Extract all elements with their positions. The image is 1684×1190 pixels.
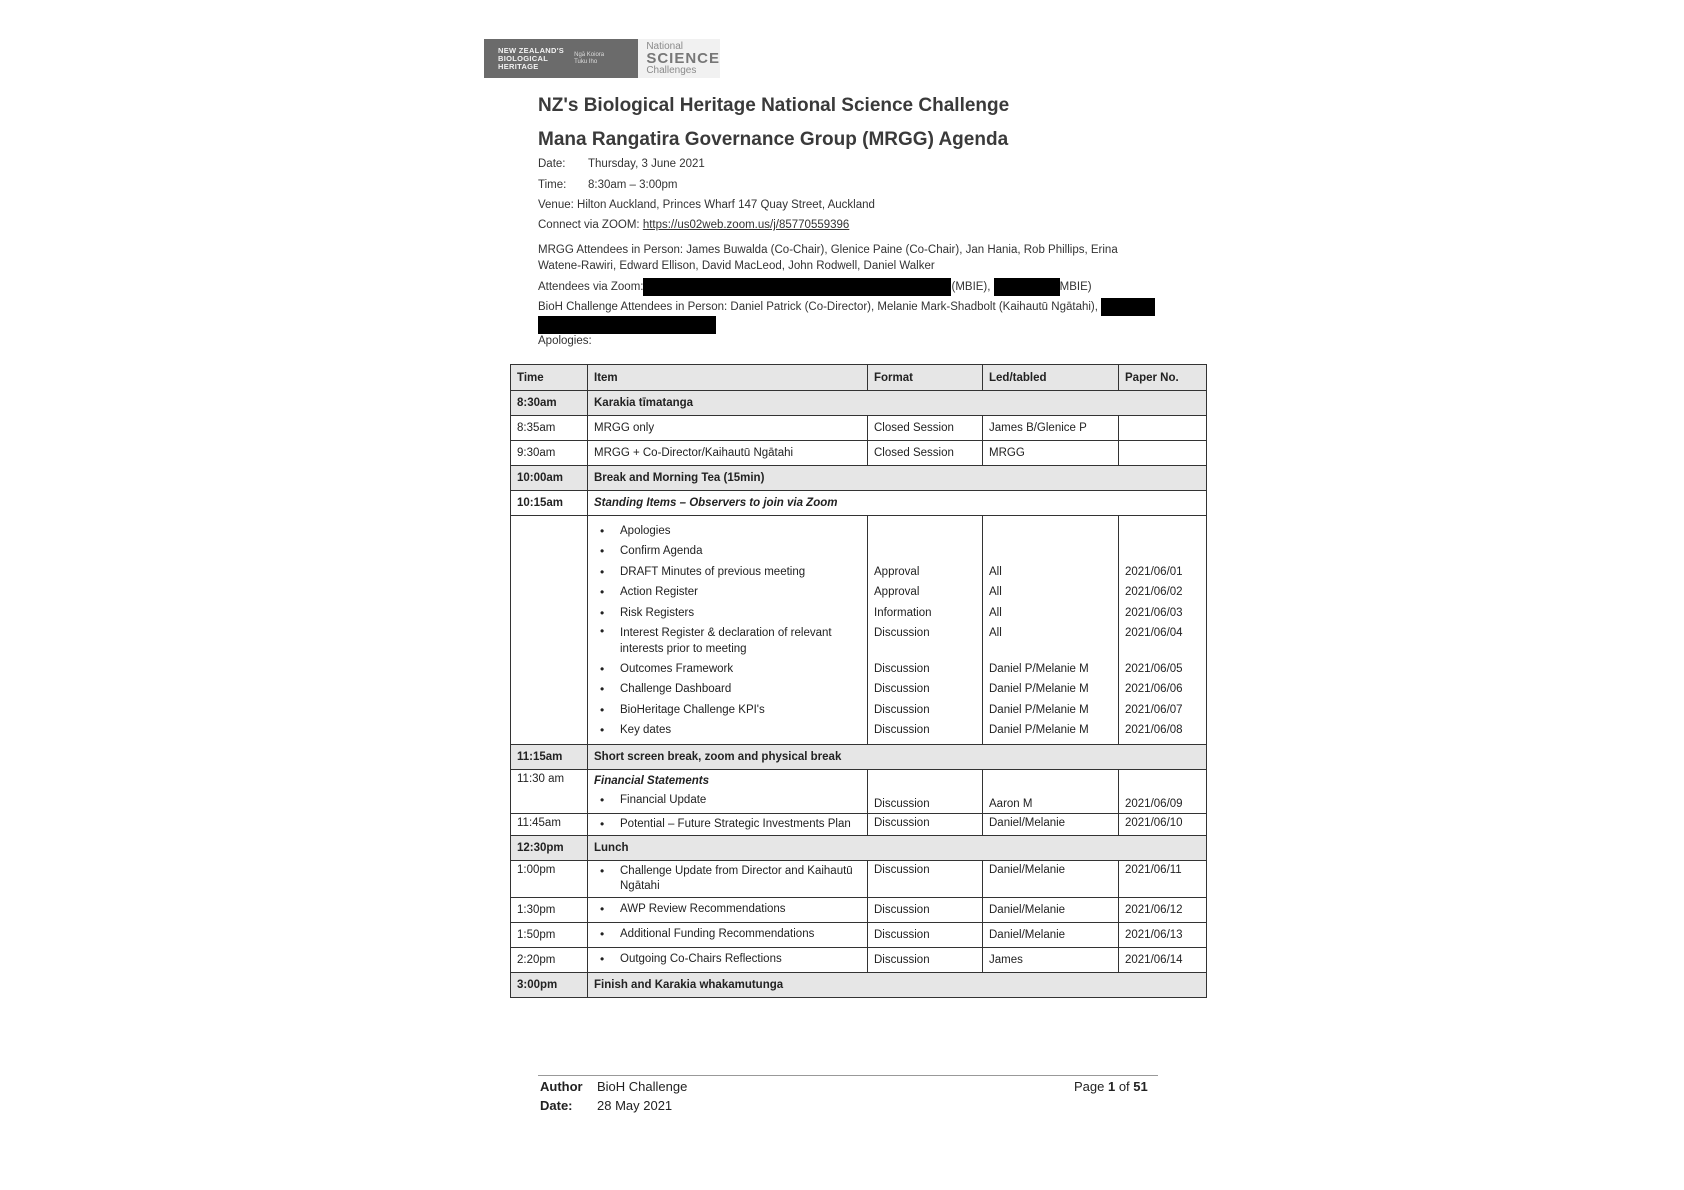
table-row: [511, 744, 1207, 769]
time-cell: [511, 516, 588, 745]
time-cell: 1:50pm: [511, 922, 588, 947]
format-value: Discussion: [874, 724, 930, 737]
list-item: • Confirm Agenda: [594, 541, 861, 561]
time-cell: 3:00pm: [511, 972, 588, 997]
standing-items-row: [511, 516, 1207, 745]
paper-cell: 2021/06/10: [1119, 813, 1207, 835]
table-header-row: [511, 365, 1207, 391]
format-value: Discussion: [874, 703, 930, 716]
time-cell: 11:30 am: [511, 769, 588, 813]
list-item: • Key dates: [594, 720, 861, 740]
paper-value: 2021/06/07: [1125, 703, 1183, 716]
logo-national: National: [646, 40, 684, 52]
item-cell: [588, 769, 868, 813]
mrgg-attendees: MRGG Attendees in Person: James Buwalda (Co-Chair), Glenice Paine (Co-Chair), Jan Hania, Rob Phillips, Erina Watene-Rawiri, Edward Ellison, David MacLeod, John Rodwell, Daniel Walker: [538, 244, 1118, 272]
list-item: • Additional Funding Recommendations: [594, 927, 861, 942]
led-value: Daniel P/Melanie M: [989, 703, 1089, 716]
format-value: [874, 521, 976, 541]
paper-cell: [1119, 416, 1207, 441]
item-cell: Finish and Karakia whakamutunga: [588, 972, 1207, 997]
redaction-block: [538, 316, 716, 334]
list-item: • Potential – Future Strategic Investments Plan: [594, 817, 861, 832]
bioh-attendees-cont: [538, 316, 716, 334]
footer-author: [540, 1079, 687, 1094]
format-cell: Closed Session: [868, 416, 983, 441]
logo-left-text: NEW ZEALAND'S BIOLOGICAL HERITAGE: [498, 45, 565, 71]
table-row: [511, 441, 1207, 466]
mbie-text-1: (MBIE),: [951, 281, 991, 294]
page-prefix: Page: [1074, 1079, 1108, 1094]
paper-cell: 2021/06/11: [1119, 860, 1207, 897]
time-cell: 8:35am: [511, 416, 588, 441]
paper-cell: 2021/06/09: [1119, 769, 1207, 813]
date-label: Date:: [538, 158, 566, 170]
paper-value: 2021/06/02: [1125, 586, 1183, 599]
format-cell: Discussion: [868, 769, 983, 813]
format-cell: Discussion: [868, 922, 983, 947]
table-row: [511, 466, 1207, 491]
format-cell: Discussion: [868, 813, 983, 835]
led-cell: [983, 516, 1119, 745]
format-cell: Discussion: [868, 897, 983, 922]
item-cell: [588, 897, 868, 922]
led-value: Daniel P/Melanie M: [989, 683, 1089, 696]
zoom-attendees-label: Attendees via Zoom:: [538, 281, 644, 294]
financial-statements-heading: Financial Statements: [594, 774, 710, 787]
meeting-time: [538, 179, 678, 191]
paper-value: [1125, 521, 1200, 541]
item-cell: [588, 860, 868, 897]
led-cell: James B/Glenice P: [983, 416, 1119, 441]
time-cell: 11:15am: [511, 744, 588, 769]
time-cell: 1:30pm: [511, 897, 588, 922]
col-header-format: Format: [868, 365, 983, 391]
paper-value: 2021/06/05: [1125, 662, 1183, 675]
led-value: Daniel P/Melanie M: [989, 662, 1089, 675]
document-title: NZ's Biological Heritage National Science Challenge: [538, 95, 1010, 116]
table-row: [511, 813, 1207, 835]
table-row: [511, 835, 1207, 860]
item-cell: Standing Items – Observers to join via Zoom: [588, 491, 1207, 516]
col-header-item: Item: [588, 365, 868, 391]
standing-items-list: [594, 521, 861, 741]
meeting-date: [538, 158, 705, 170]
list-item: • Outcomes Framework: [594, 659, 861, 679]
list-item: • Financial Update: [594, 790, 861, 810]
format-cell: Closed Session: [868, 441, 983, 466]
table-row: [511, 416, 1207, 441]
agenda-title: Mana Rangatira Governance Group (MRGG) Agenda: [538, 129, 1009, 150]
paper-value: 2021/06/08: [1125, 724, 1183, 737]
item-cell: Break and Morning Tea (15min): [588, 466, 1207, 491]
table-row: [511, 391, 1207, 416]
led-value: All: [989, 565, 1002, 578]
page-of: of: [1115, 1079, 1134, 1094]
time-cell: 9:30am: [511, 441, 588, 466]
paper-cell: [1119, 516, 1207, 745]
page-number: [1074, 1079, 1148, 1094]
meeting-venue: Venue: Hilton Auckland, Princes Wharf 147 Quay Street, Auckland: [538, 199, 875, 211]
col-header-led: Led/tabled: [983, 365, 1119, 391]
standing-items-cell: [588, 516, 868, 745]
footer-date-value: 28 May 2021: [597, 1098, 673, 1113]
apologies: Apologies:: [538, 335, 592, 347]
logo-challenges: Challenges: [646, 64, 697, 76]
page-current: 1: [1107, 1079, 1116, 1094]
author-value: BioH Challenge: [597, 1079, 688, 1094]
footer-divider: [538, 1075, 1158, 1076]
led-value: [989, 541, 1112, 561]
table-row: [511, 922, 1207, 947]
paper-cell: 2021/06/12: [1119, 897, 1207, 922]
format-value: Discussion: [874, 683, 930, 696]
time-cell: 11:45am: [511, 813, 588, 835]
time-label: Time:: [538, 179, 567, 191]
footer-date: [540, 1098, 672, 1113]
author-label: Author: [540, 1079, 583, 1094]
list-item: • Challenge Dashboard: [594, 679, 861, 699]
page-total: 51: [1133, 1079, 1148, 1094]
zoom-link[interactable]: https://us02web.zoom.us/j/85770559396: [642, 219, 850, 231]
led-value: [989, 521, 1112, 541]
table-row: [511, 897, 1207, 922]
time-cell: 8:30am: [511, 391, 588, 416]
time-cell: 1:00pm: [511, 860, 588, 897]
led-cell: MRGG: [983, 441, 1119, 466]
col-header-time: Time: [511, 365, 588, 391]
led-cell: Daniel/Melanie: [983, 897, 1119, 922]
col-header-paper: Paper No.: [1119, 365, 1207, 391]
logo-dark-panel: [484, 39, 638, 78]
format-value: Approval: [874, 586, 920, 599]
time-cell: 10:00am: [511, 466, 588, 491]
table-row: [511, 972, 1207, 997]
item-cell: Short screen break, zoom and physical break: [588, 744, 1207, 769]
led-cell: Daniel/Melanie: [983, 860, 1119, 897]
agenda-table: [510, 364, 1207, 998]
list-item: • AWP Review Recommendations: [594, 902, 861, 917]
zoom-attendees: [538, 278, 1092, 296]
table-row: [511, 860, 1207, 897]
zoom-connect: [538, 219, 849, 231]
paper-cell: 2021/06/13: [1119, 922, 1207, 947]
time-cell: 2:20pm: [511, 947, 588, 972]
table-row: [511, 769, 1207, 813]
format-value: [874, 541, 976, 561]
led-value: Daniel P/Melanie M: [989, 724, 1089, 737]
table-row: [511, 491, 1207, 516]
format-cell: Discussion: [868, 860, 983, 897]
table-row: [511, 947, 1207, 972]
item-cell: MRGG only: [588, 416, 868, 441]
led-cell: Daniel/Melanie: [983, 922, 1119, 947]
paper-cell: [1119, 441, 1207, 466]
paper-value: [1125, 541, 1200, 561]
logo-science: SCIENCE: [646, 49, 720, 67]
list-item: • BioHeritage Challenge KPI's: [594, 700, 861, 720]
item-cell: Karakia tīmatanga: [588, 391, 1207, 416]
item-cell: Lunch: [588, 835, 1207, 860]
time-cell: 12:30pm: [511, 835, 588, 860]
redaction-block: [1101, 298, 1155, 316]
format-value: Discussion: [874, 662, 930, 675]
time-value: 8:30am – 3:00pm: [588, 179, 678, 191]
list-item: • Risk Registers: [594, 603, 861, 623]
format-value: Information: [874, 606, 932, 619]
list-item: • Action Register: [594, 582, 861, 602]
item-cell: [588, 947, 868, 972]
format-cell: [868, 516, 983, 745]
format-value: Discussion: [874, 626, 930, 639]
led-value: All: [989, 586, 1002, 599]
paper-value: 2021/06/04: [1125, 626, 1183, 639]
item-cell: [588, 813, 868, 835]
led-cell: Daniel/Melanie: [983, 813, 1119, 835]
item-cell: [588, 922, 868, 947]
redaction-block: [994, 278, 1060, 296]
led-value: All: [989, 626, 1002, 639]
format-value: Approval: [874, 565, 920, 578]
time-cell: 10:15am: [511, 491, 588, 516]
date-value: Thursday, 3 June 2021: [588, 158, 705, 170]
led-value: All: [989, 606, 1002, 619]
paper-value: 2021/06/06: [1125, 683, 1183, 696]
bioheritage-logo: [484, 39, 720, 78]
list-item: • DRAFT Minutes of previous meeting: [594, 562, 861, 582]
format-cell: Discussion: [868, 947, 983, 972]
item-cell: MRGG + Co-Director/Kaihautū Ngātahi: [588, 441, 868, 466]
list-item: • Interest Register & declaration of relevant interests prior to meeting: [594, 623, 861, 659]
logo-light-panel: [638, 39, 720, 78]
bioh-attendees-text: BioH Challenge Attendees in Person: Daniel Patrick (Co-Director), Melanie Mark-Shadbolt (Kaihautū Ngātahi),: [538, 301, 1098, 314]
paper-cell: 2021/06/14: [1119, 947, 1207, 972]
mbie-text-2: MBIE): [1059, 281, 1092, 294]
list-item: • Outgoing Co-Chairs Reflections: [594, 952, 861, 967]
paper-value: 2021/06/01: [1125, 565, 1183, 578]
paper-value: 2021/06/03: [1125, 606, 1183, 619]
logo-maori-text: Ngā Koiora Tuku Iho: [574, 51, 605, 65]
redaction-block: [643, 278, 951, 296]
led-cell: James: [983, 947, 1119, 972]
bioh-attendees: [538, 298, 1155, 316]
list-item: • Challenge Update from Director and Kaihautū Ngātahi: [594, 864, 861, 894]
footer-date-label: Date:: [540, 1098, 573, 1113]
list-item: • Apologies: [594, 521, 861, 541]
led-cell: Aaron M: [983, 769, 1119, 813]
zoom-label: Connect via ZOOM:: [538, 219, 643, 231]
